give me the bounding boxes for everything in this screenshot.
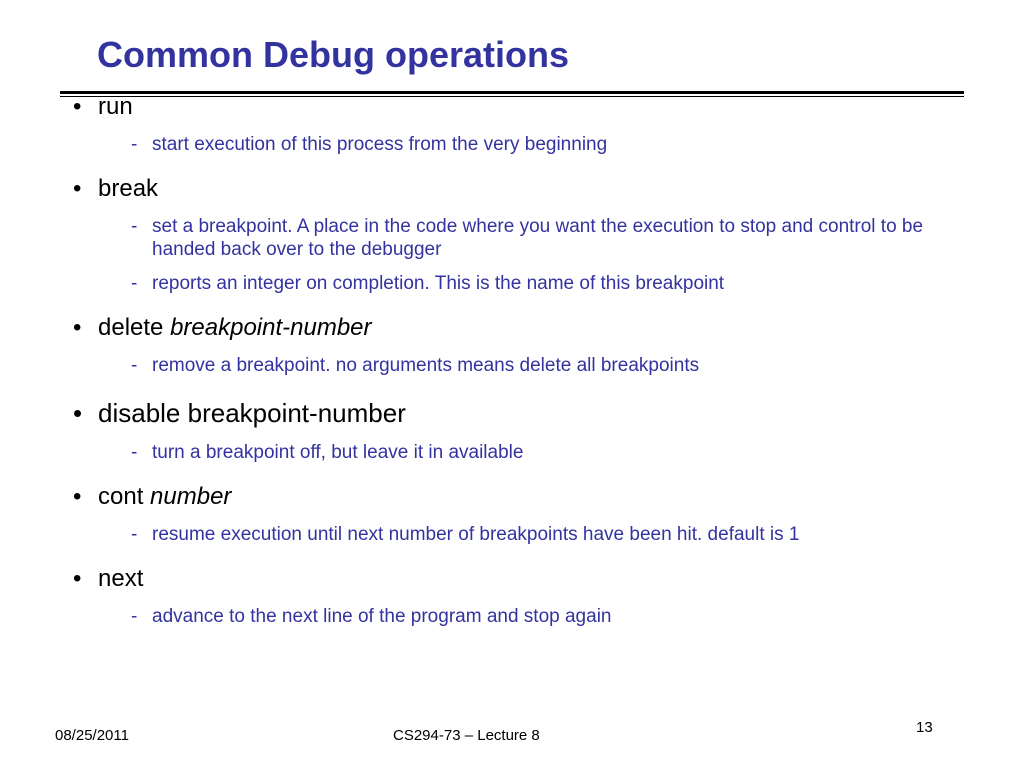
dash-marker: - [131, 606, 138, 627]
slide-number: 13 [916, 719, 933, 736]
sub-item-text: set a breakpoint. A place in the code where you want the execution to stop and control to be handed back over to the debugger [152, 216, 924, 260]
bullet-text [98, 93, 133, 121]
command-name: break [98, 175, 159, 202]
sub-item-text: remove a breakpoint. no arguments means delete all breakpoints [152, 355, 700, 376]
footer-date: 08/25/2011 [55, 727, 129, 744]
bullet-marker: • [73, 93, 82, 120]
sub-item-text: reports an integer on completion. This is the name of this breakpoint [152, 273, 725, 294]
sub-item-text: turn a breakpoint off, but leave it in available [152, 442, 524, 463]
command-name: disable breakpoint-number [98, 398, 406, 428]
footer-course: CS294-73 – Lecture 8 [393, 727, 540, 744]
dash-marker: - [131, 355, 138, 376]
slide-title: Common Debug operations [97, 34, 570, 75]
bullet-text [98, 398, 406, 428]
dash-marker: - [131, 134, 138, 155]
sub-item-text: resume execution until next number of breakpoints have been hit. default is 1 [152, 524, 800, 545]
dash-marker: - [131, 273, 138, 294]
bullet-marker: • [73, 314, 82, 341]
command-name: delete [98, 314, 171, 341]
dash-marker: - [131, 524, 138, 545]
dash-marker: - [131, 442, 138, 463]
command-argument: number [150, 483, 232, 510]
command-argument: breakpoint-number [170, 314, 372, 341]
bullet-marker: • [73, 483, 82, 510]
bullet-marker: • [73, 175, 82, 202]
dash-marker: - [131, 216, 138, 237]
command-name: run [98, 93, 133, 120]
title-divider-thin [60, 96, 964, 97]
bullet-text [98, 483, 231, 511]
bullet-text [98, 175, 158, 203]
bullet-marker: • [73, 565, 82, 592]
command-name: cont [98, 483, 151, 510]
bullet-text [98, 314, 372, 342]
sub-item-text: advance to the next line of the program and stop again [152, 606, 612, 627]
sub-item-text: start execution of this process from the very beginning [152, 134, 608, 155]
command-name: next [98, 565, 144, 592]
bullet-marker: • [73, 398, 83, 428]
bullet-text [98, 565, 143, 593]
title-divider [60, 91, 964, 94]
